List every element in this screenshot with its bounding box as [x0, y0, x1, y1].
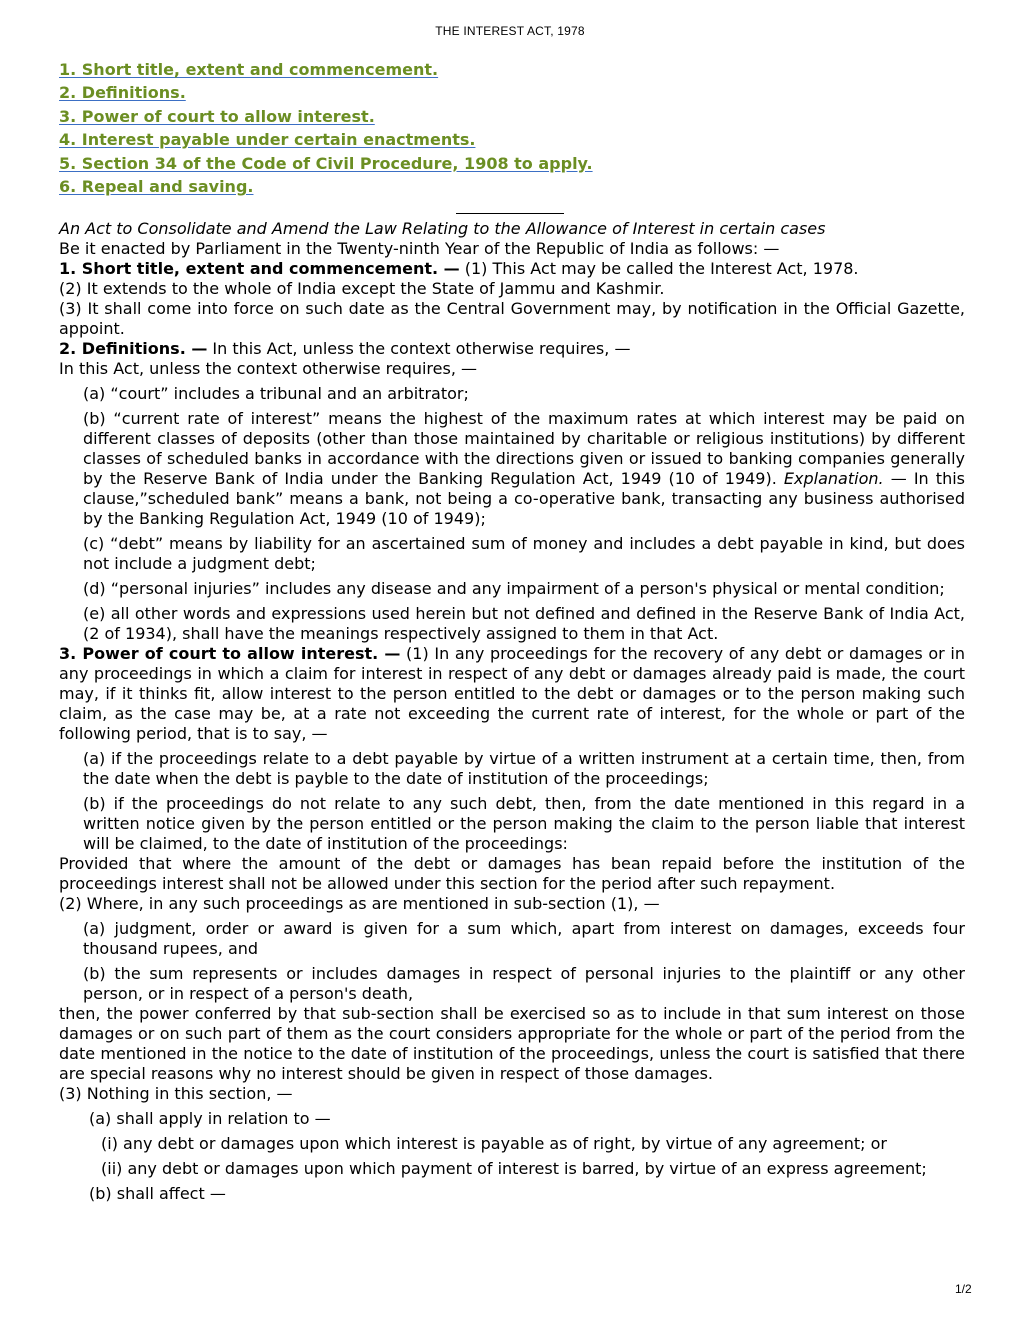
section-3-2-clause-a: (a) judgment, order or award is given for a sum which, apart from interest on damages, exceeds four thousand rupees, and: [83, 919, 965, 958]
toc-link-section-6[interactable]: 6. Repeal and saving.: [59, 177, 254, 197]
section-1-para-1: 1. Short title, extent and commencement. — (1) This Act may be called the Interest Act, 1978.: [59, 259, 859, 278]
toc-link-section-2[interactable]: 2. Definitions.: [59, 83, 186, 103]
section-2-heading: 2. Definitions. —: [59, 339, 208, 358]
toc-link-section-3[interactable]: 3. Power of court to allow interest.: [59, 106, 375, 126]
section-3-para-2: (2) Where, in any such proceedings as are mentioned in sub-section (1), —: [59, 894, 660, 913]
section-3-3-clause-a: (a) shall apply in relation to —: [89, 1109, 331, 1128]
preamble: An Act to Consolidate and Amend the Law Relating to the Allowance of Interest in certain cases: [59, 219, 826, 238]
toc-link-section-4[interactable]: 4. Interest payable under certain enactments.: [59, 130, 476, 150]
section-3-3-clause-a-i: (i) any debt or damages upon which interest is payable as of right, by virtue of any agreement; or: [101, 1134, 887, 1153]
section-3-2-clause-b: (b) the sum represents or includes damages in respect of personal injuries to the plaintiff or any other person, or in respect of a person's death,: [83, 964, 965, 1003]
definition-e: (e) all other words and expressions used herein but not defined and defined in the Reserve Bank of India Act, (2 of 1934), shall have the meanings respectively assigned to them in that Act.: [83, 604, 965, 643]
divider: [456, 213, 564, 214]
section-1-para-3: (3) It shall come into force on such date as the Central Government may, by notification in the Official Gazette, appoint.: [59, 299, 965, 338]
page-number: 1/2: [955, 1282, 972, 1296]
definition-a: (a) “court” includes a tribunal and an arbitrator;: [83, 384, 469, 403]
document-header: THE INTEREST ACT, 1978: [435, 24, 585, 38]
section-3-clause-a: (a) if the proceedings relate to a debt payable by virtue of a written instrument at a certain time, then, from the date when the debt is payble to the date of institution of the proceedings;: [83, 749, 965, 788]
table-of-contents: [59, 58, 593, 198]
section-1-heading: 1. Short title, extent and commencement. —: [59, 259, 460, 278]
definition-c: (c) “debt” means by liability for an ascertained sum of money and includes a debt payable in kind, but does not include a judgment debt;: [83, 534, 965, 573]
section-2-intro: 2. Definitions. — In this Act, unless the context otherwise requires, —: [59, 339, 631, 358]
section-3-proviso: Provided that where the amount of the debt or damages has bean repaid before the institution of the proceedings interest shall not be allowed under this section for the period after such repayment.: [59, 854, 965, 893]
enacting-clause: Be it enacted by Parliament in the Twenty-ninth Year of the Republic of India as follows: —: [59, 239, 780, 258]
toc-link-section-1[interactable]: 1. Short title, extent and commencement.: [59, 60, 439, 79]
section-3-para-1: 3. Power of court to allow interest. — (1) In any proceedings for the recovery of any debt or damages or in any proceedings in which a claim for interest in respect of any debt or damages already paid is made, the court may, if it thinks fit, allow interest to the person entitled to the debt or damages or to the person making such claim, as the case may be, at a rate not exceeding the current rate of interest, for the whole or part of the following period, that is to say, —: [59, 644, 965, 743]
section-3-heading: 3. Power of court to allow interest. —: [59, 644, 401, 663]
definition-b: (b) “current rate of interest” means the highest of the maximum rates at which interest may be paid on different classes of deposits (other than those maintained by charitable or religious institutions) by different classes of scheduled banks in accordance with the directions given or issued to banking companies generally by the Reserve Bank of India under the Banking Regulation Act, 1949 (10 of 1949). Explanation. — In this clause,”scheduled bank” means a bank, not being a co-operative bank, transacting any business authorised by the Banking Regulation Act, 1949 (10 of 1949);: [83, 409, 965, 528]
definition-d: (d) “personal injuries” includes any disease and any impairment of a person's physical or mental condition;: [83, 579, 945, 598]
section-3-then-clause: then, the power conferred by that sub-section shall be exercised so as to include in that sum interest on those damages or on such part of them as the court considers appropriate for the whole or part of the period from the date mentioned in the notice to the date of institution of the proceedings, unless the court is satisfied that there are special reasons why no interest should be given in respect of those damages.: [59, 1004, 965, 1083]
section-3-3-clause-b: (b) shall affect —: [89, 1184, 226, 1203]
toc-link-section-5[interactable]: 5. Section 34 of the Code of Civil Procedure, 1908 to apply.: [59, 153, 593, 173]
section-3-clause-b: (b) if the proceedings do not relate to any such debt, then, from the date mentioned in this regard in a written notice given by the person entitled or the person making the claim to the person liable that interest will be claimed, to the date of institution of the proceedings:: [83, 794, 965, 853]
section-3-para-3: (3) Nothing in this section, —: [59, 1084, 293, 1103]
act-body: [59, 219, 965, 1204]
section-3-3-clause-a-ii: (ii) any debt or damages upon which payment of interest is barred, by virtue of an express agreement;: [101, 1159, 927, 1178]
section-2-intro-repeat: In this Act, unless the context otherwise requires, —: [59, 359, 478, 378]
section-1-para-2: (2) It extends to the whole of India except the State of Jammu and Kashmir.: [59, 279, 665, 298]
